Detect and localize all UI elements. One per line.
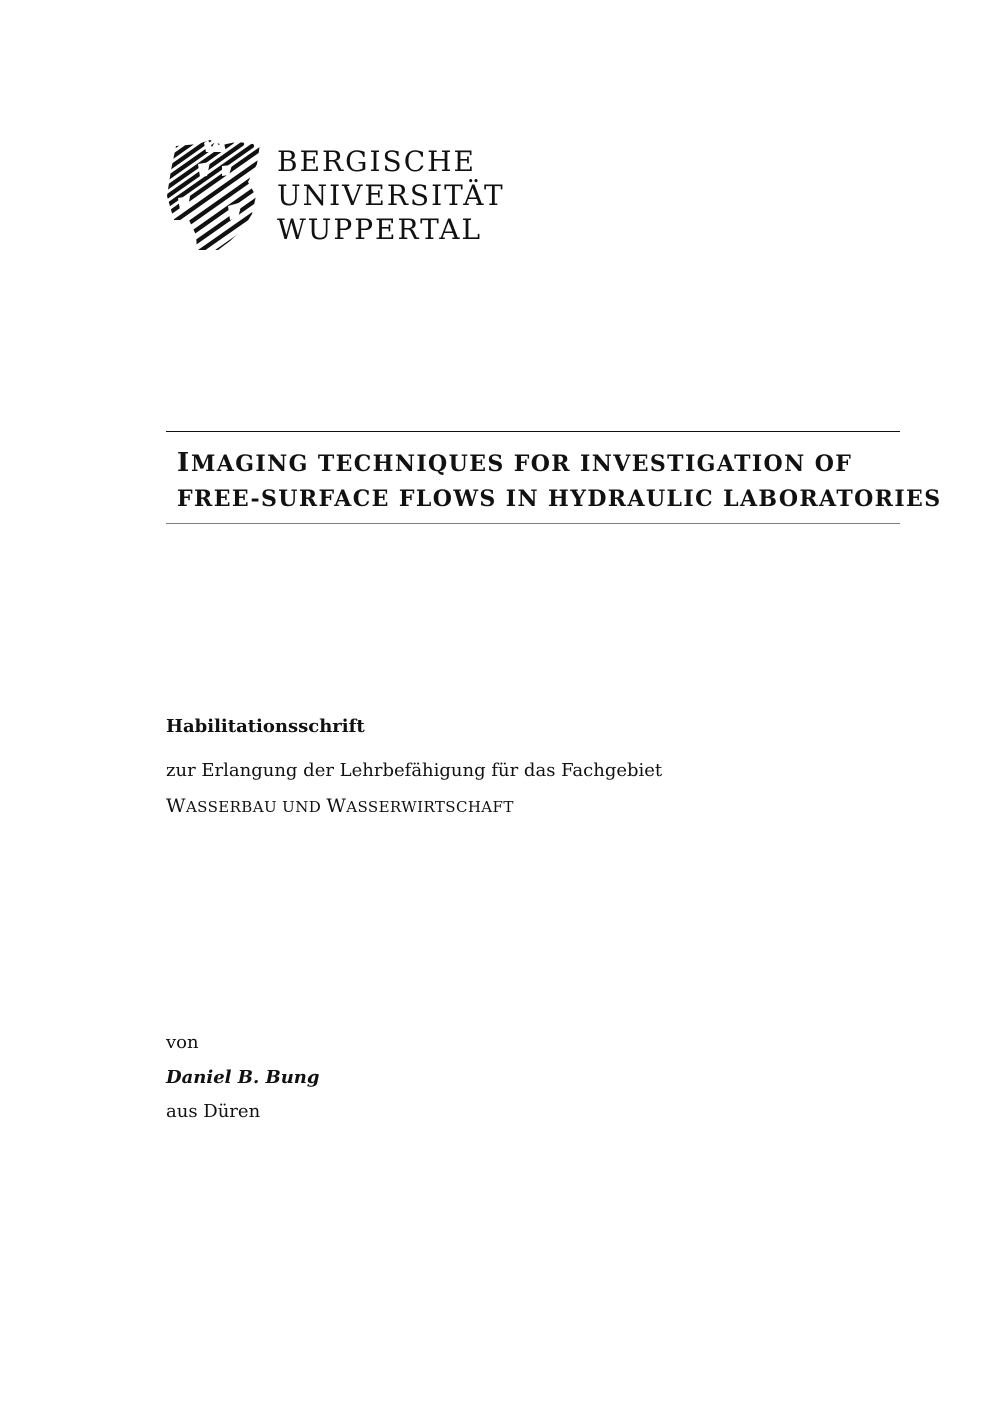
thesis-title-line-1-rest: MAGING TECHNIQUES FOR INVESTIGATION OF	[190, 451, 853, 477]
subject-field-cap-1: W	[166, 795, 186, 817]
thesis-title-line-1	[177, 446, 897, 482]
university-crest-icon	[166, 140, 261, 252]
title-top-rule	[166, 431, 900, 432]
document-type: Habilitationsschrift	[166, 716, 365, 737]
submission-purpose: zur Erlangung der Lehrbefähigung für das Fachgebiet	[166, 760, 663, 781]
subject-field	[166, 795, 514, 817]
university-name-line-3: WUPPERTAL	[277, 213, 483, 246]
author-origin: aus Düren	[166, 1101, 261, 1122]
subject-field-part-2: ASSERWIRTSCHAFT	[346, 798, 514, 816]
author-from-label: von	[166, 1032, 199, 1053]
author-name: Daniel B. Bung	[166, 1067, 320, 1088]
subject-field-cap-2: W	[326, 795, 347, 817]
university-name-line-1: BERGISCHE	[277, 145, 476, 178]
thesis-title-initial: I	[177, 448, 191, 478]
thesis-title	[177, 446, 942, 517]
subject-field-part-1: ASSERBAU UND	[185, 798, 327, 816]
university-logo	[166, 140, 505, 260]
title-bottom-rule	[166, 523, 900, 524]
university-name	[277, 145, 507, 247]
thesis-title-line-2: FREE-SURFACE FLOWS IN HYDRAULIC LABORATORIES	[177, 486, 942, 512]
university-name-line-2: UNIVERSITÄT	[277, 179, 505, 212]
